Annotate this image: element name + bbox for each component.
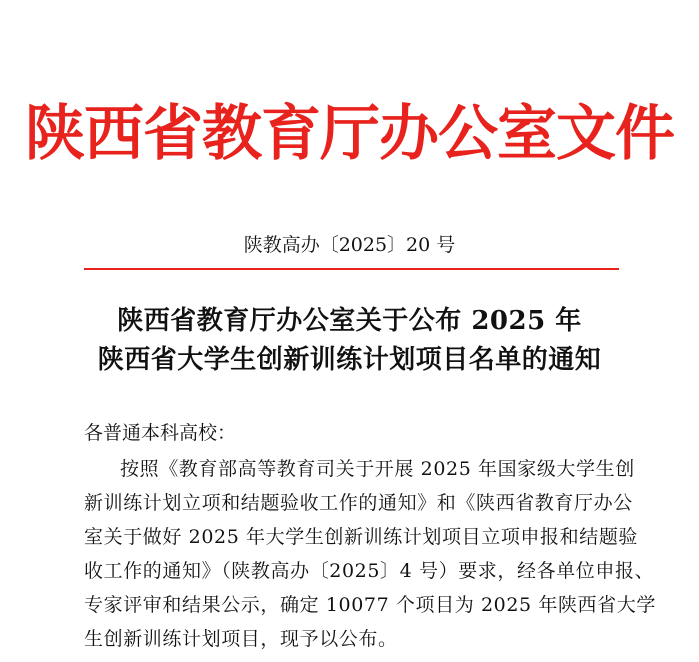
paragraph-line-4: 收工作的通知》（陕教高办〔2025〕4 号）要求，经各单位申报、 bbox=[84, 560, 655, 582]
notice-title-line-2: 陕西省大学生创新训练计划项目名单的通知 bbox=[97, 345, 602, 375]
red-divider-line bbox=[84, 268, 619, 270]
paragraph-line-6: 生创新训练计划项目，现予以公布。 bbox=[84, 628, 398, 650]
notice-title-line-1: 陕西省教育厅办公室关于公布 2025 年 bbox=[117, 306, 582, 336]
document-number: 陕教高办〔2025〕20 号 bbox=[243, 234, 456, 256]
document-masthead: 陕西省教育厅办公室文件 bbox=[25, 99, 674, 169]
paragraph-line-5: 专家评审和结果公示，确定 10077 个项目为 2025 年陕西省大学 bbox=[84, 594, 656, 616]
salutation: 各普通本科高校： bbox=[84, 422, 237, 444]
paragraph-line-3: 室关于做好 2025 年大学生创新训练计划项目立项申报和结题验 bbox=[84, 526, 639, 548]
paragraph-line-1: 按照《教育部高等教育司关于开展 2025 年国家级大学生创 bbox=[120, 458, 635, 480]
paragraph-line-2: 新训练计划立项和结题验收工作的通知》和《陕西省教育厅办公 bbox=[84, 492, 633, 514]
